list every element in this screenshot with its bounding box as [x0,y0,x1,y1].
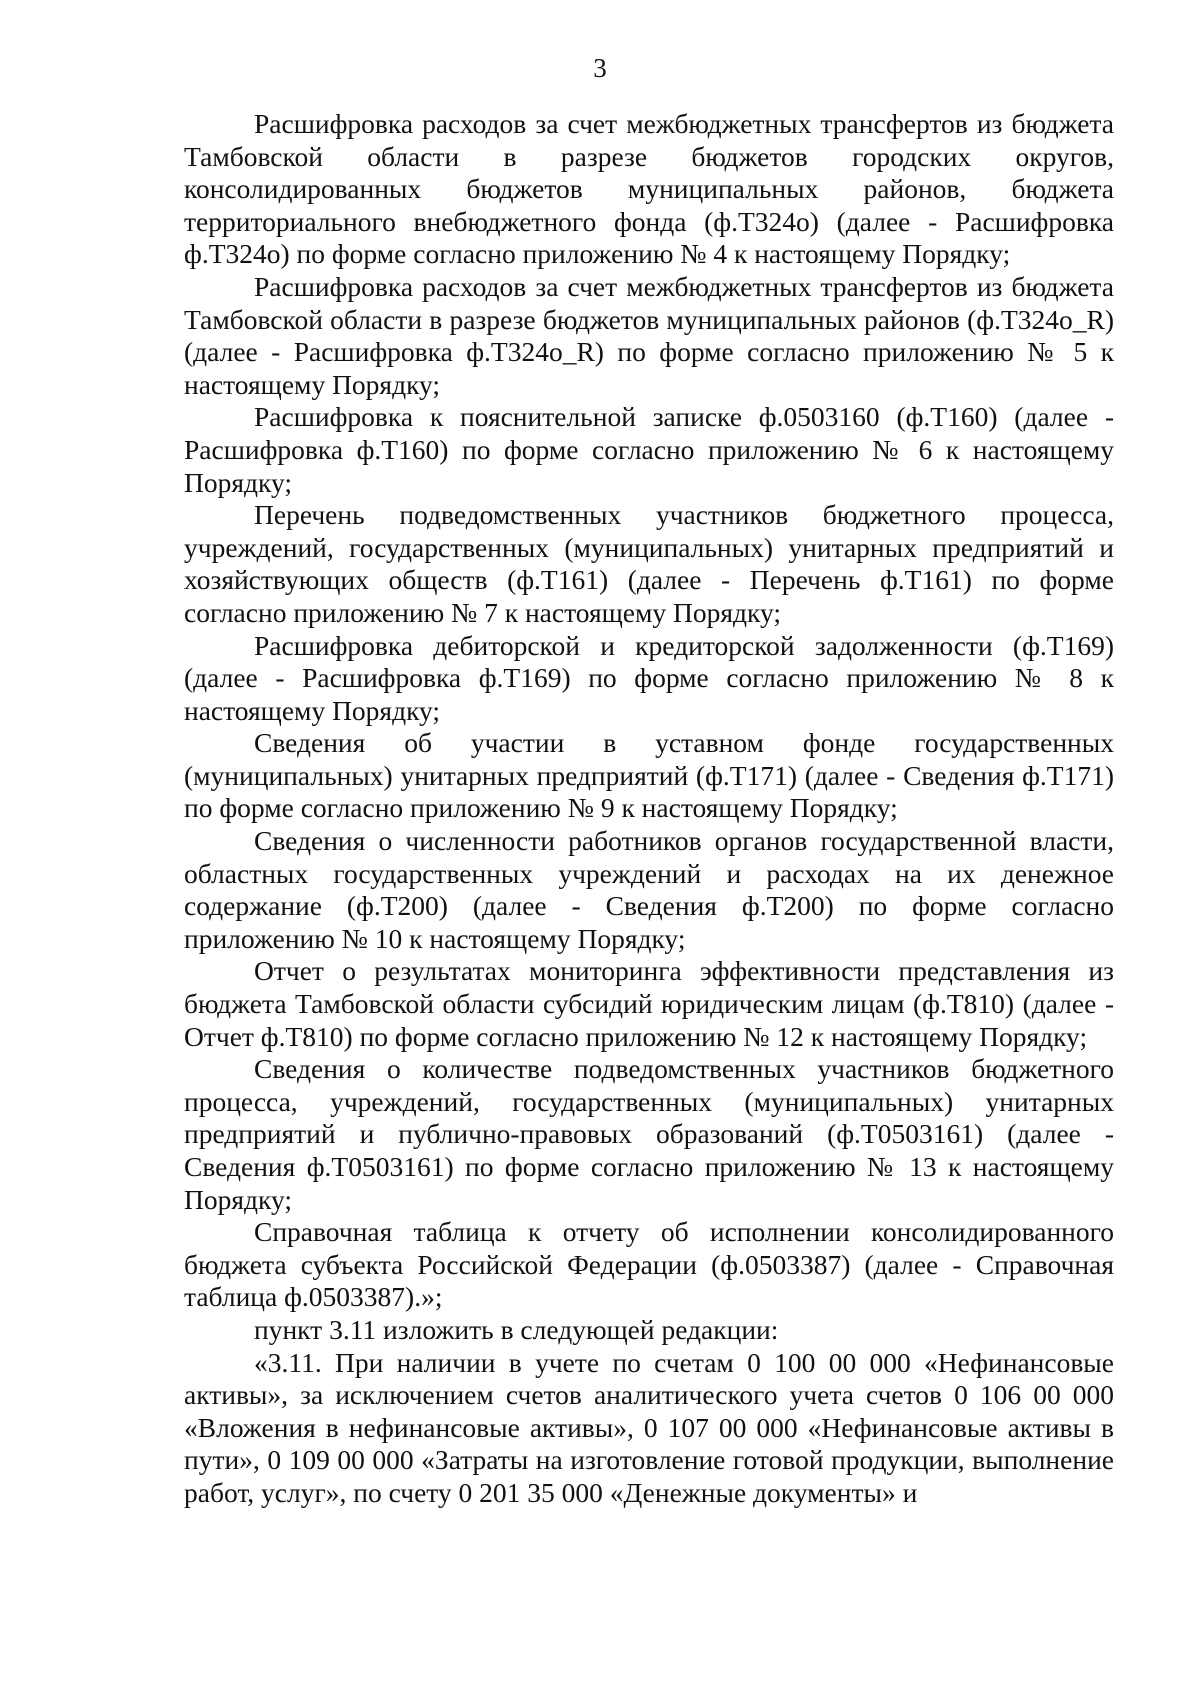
document-body [184,108,1114,1510]
paragraph-t324o: Расшифровка расходов за счет межбюджетных трансфертов из бюджета Тамбовской области в разрезе бюджетов городских округов, консолидированных бюджетов муниципальных районов, бюджета территориального внебюджетного фонда (ф.Т324о) (далее - Расшифровка ф.Т324о) по форме согласно приложению № 4 к настоящему Порядку; [184,108,1114,270]
paragraph-t161: Перечень подведомственных участников бюджетного процесса, учреждений, государственных (муниципальных) унитарных предприятий и хозяйствующих обществ (ф.Т161) (далее - Перечень ф.Т161) по форме согласно приложению № 7 к настоящему Порядку; [184,499,1114,628]
page-number: 3 [593,53,607,83]
paragraph-t0503161: Сведения о количестве подведомственных участников бюджетного процесса, учреждений, государственных (муниципальных) унитарных предприятий и публично-правовых образований (ф.Т0503161) (далее - Сведения ф.Т0503161) по форме согласно приложению № 13 к настоящему Порядку; [184,1053,1114,1215]
paragraph-t160: Расшифровка к пояснительной записке ф.0503160 (ф.Т160) (далее - Расшифровка ф.Т160) по форме согласно приложению № 6 к настоящему Порядку; [184,401,1114,498]
paragraph-t324o-r: Расшифровка расходов за счет межбюджетных трансфертов из бюджета Тамбовской области в разрезе бюджетов муниципальных районов (ф.Т324о_R) (далее - Расшифровка ф.Т324о_R) по форме согласно приложению № 5 к настоящему Порядку; [184,270,1114,400]
paragraph-0503387: Справочная таблица к отчету об исполнении консолидированного бюджета субъекта Российской Федерации (ф.0503387) (далее - Справочная таблица ф.0503387).»; [184,1216,1114,1313]
paragraph-clause-3-11-intro: пункт 3.11 изложить в следующей редакции: [254,1313,779,1345]
paragraph-t169: Расшифровка дебиторской и кредиторской задолженности (ф.Т169) (далее - Расшифровка ф.Т169) по форме согласно приложению № 8 к настоящему Порядку; [184,629,1114,726]
paragraph-clause-3-11: «3.11. При наличии в учете по счетам 0 100 00 000 «Нефинансовые активы», за исключением счетов аналитического учета счетов 0 106 00 000 «Вложения в нефинансовые активы», 0 107 00 000 «Нефинансовые активы в пути», 0 109 00 000 «Затраты на изготовление готовой продукции, выполнение работ, услуг», по счету 0 201 35 000 «Денежные документы» и [184,1346,1114,1508]
paragraph-t810: Отчет о результатах мониторинга эффективности представления из бюджета Тамбовской области субсидий юридическим лицам (ф.Т810) (далее - Отчет ф.Т810) по форме согласно приложению № 12 к настоящему Порядку; [184,955,1114,1052]
paragraph-t200: Сведения о численности работников органов государственной власти, областных государственных учреждений и расходах на их денежное содержание (ф.Т200) (далее - Сведения ф.Т200) по форме согласно приложению № 10 к настоящему Порядку; [184,825,1114,954]
paragraph-t171: Сведения об участии в уставном фонде государственных (муниципальных) унитарных предприятий (ф.Т171) (далее - Сведения ф.Т171) по форме согласно приложению № 9 к настоящему Порядку; [184,727,1114,824]
